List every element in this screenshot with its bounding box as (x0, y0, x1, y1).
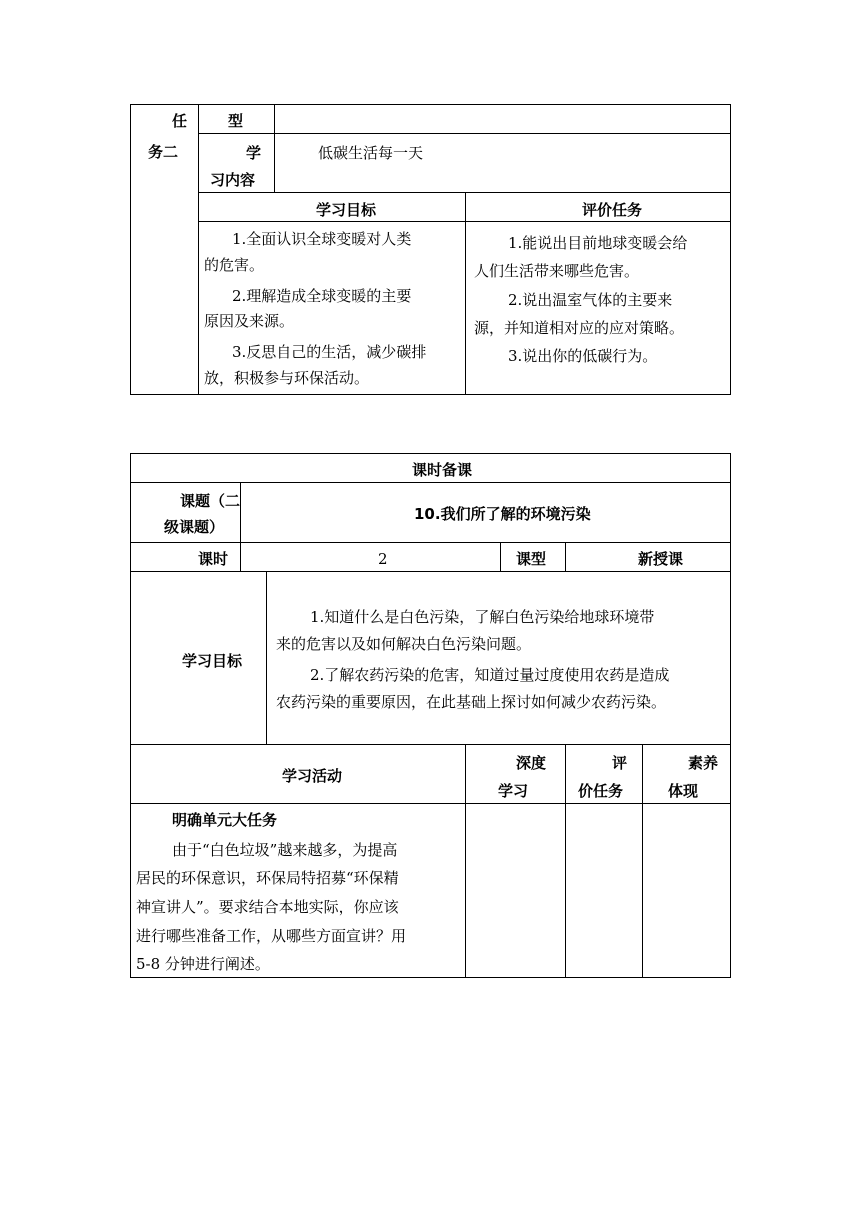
goals-header: 学习目标 (316, 201, 377, 219)
topic-label: 级课题） (164, 518, 225, 536)
content-value: 低碳生活每一天 (318, 144, 424, 162)
divider (130, 542, 731, 543)
activity-line: 由于“白色垃圾”越来越多，为提高 (172, 841, 398, 859)
divider (198, 192, 731, 193)
topic-label: 课题（二 (180, 492, 241, 510)
divider (565, 744, 566, 978)
type-label: 课型 (516, 550, 547, 568)
goals-label: 学习目标 (182, 652, 243, 670)
divider (130, 744, 731, 745)
eval-task-header: 价任务 (578, 782, 624, 800)
task-label: 任 (172, 112, 188, 130)
divider (500, 542, 501, 571)
divider (274, 104, 275, 192)
period-label: 课时 (198, 550, 229, 568)
eval-line: 人们生活带来哪些危害。 (474, 262, 640, 280)
divider (198, 133, 731, 134)
eval-line: 源，并知道相对应的应对策略。 (474, 319, 685, 337)
goal-line: 1.全面认识全球变暖对人类 (232, 230, 412, 248)
divider (642, 744, 643, 978)
deep-learning-header: 学习 (498, 782, 529, 800)
activity-line: 神宣讲人”。要求结合本地实际，你应该 (136, 898, 399, 916)
task-label: 务二 (148, 143, 179, 161)
divider (198, 104, 199, 395)
goal-line: 2.理解造成全球变暖的主要 (232, 287, 412, 305)
divider (198, 221, 731, 222)
eval-line: 2.说出温室气体的主要来 (508, 291, 673, 309)
divider (130, 803, 731, 804)
content-label: 学 (246, 144, 262, 162)
eval-header: 评价任务 (582, 201, 643, 219)
divider (565, 542, 566, 571)
literacy-header: 素养 (688, 754, 719, 772)
goal-line: 农药污染的重要原因，在此基础上探讨如何减少农药污染。 (276, 693, 667, 711)
goal-line: 2.了解农药污染的危害，知道过量过度使用农药是造成 (310, 666, 670, 684)
divider (465, 744, 466, 978)
eval-line: 1.能说出目前地球变暖会给 (508, 234, 688, 252)
goal-line: 的危害。 (204, 256, 265, 274)
divider (240, 482, 241, 571)
divider (266, 571, 267, 744)
type-value: 新授课 (638, 550, 684, 568)
goal-line: 原因及来源。 (204, 312, 295, 330)
activity-header: 学习活动 (282, 767, 343, 785)
eval-line: 3.说出你的低碳行为。 (508, 347, 658, 365)
activity-line: 进行哪些准备工作，从哪些方面宣讲？用 (136, 927, 407, 945)
table-title: 课时备课 (412, 461, 473, 479)
goal-line: 3.反思自己的生活，减少碳排 (232, 343, 427, 361)
activity-line: 居民的环保意识，环保局特招募“环保精 (136, 869, 399, 887)
eval-task-header: 评 (612, 754, 628, 772)
topic-value: 10.我们所了解的环境污染 (414, 505, 591, 523)
deep-learning-header: 深度 (516, 754, 547, 772)
goal-line: 来的危害以及如何解决白色污染问题。 (276, 635, 532, 653)
period-value: 2 (378, 550, 388, 568)
activity-line: 5-8 分钟进行阐述。 (136, 955, 270, 973)
type-label: 型 (228, 112, 244, 130)
divider (465, 192, 466, 395)
literacy-header: 体现 (668, 782, 699, 800)
content-label: 习内容 (210, 171, 256, 189)
goal-line: 放，积极参与环保活动。 (204, 369, 370, 387)
goal-line: 1.知道什么是白色污染，了解白色污染给地球环境带 (310, 608, 655, 626)
activity-title: 明确单元大任务 (172, 811, 278, 829)
